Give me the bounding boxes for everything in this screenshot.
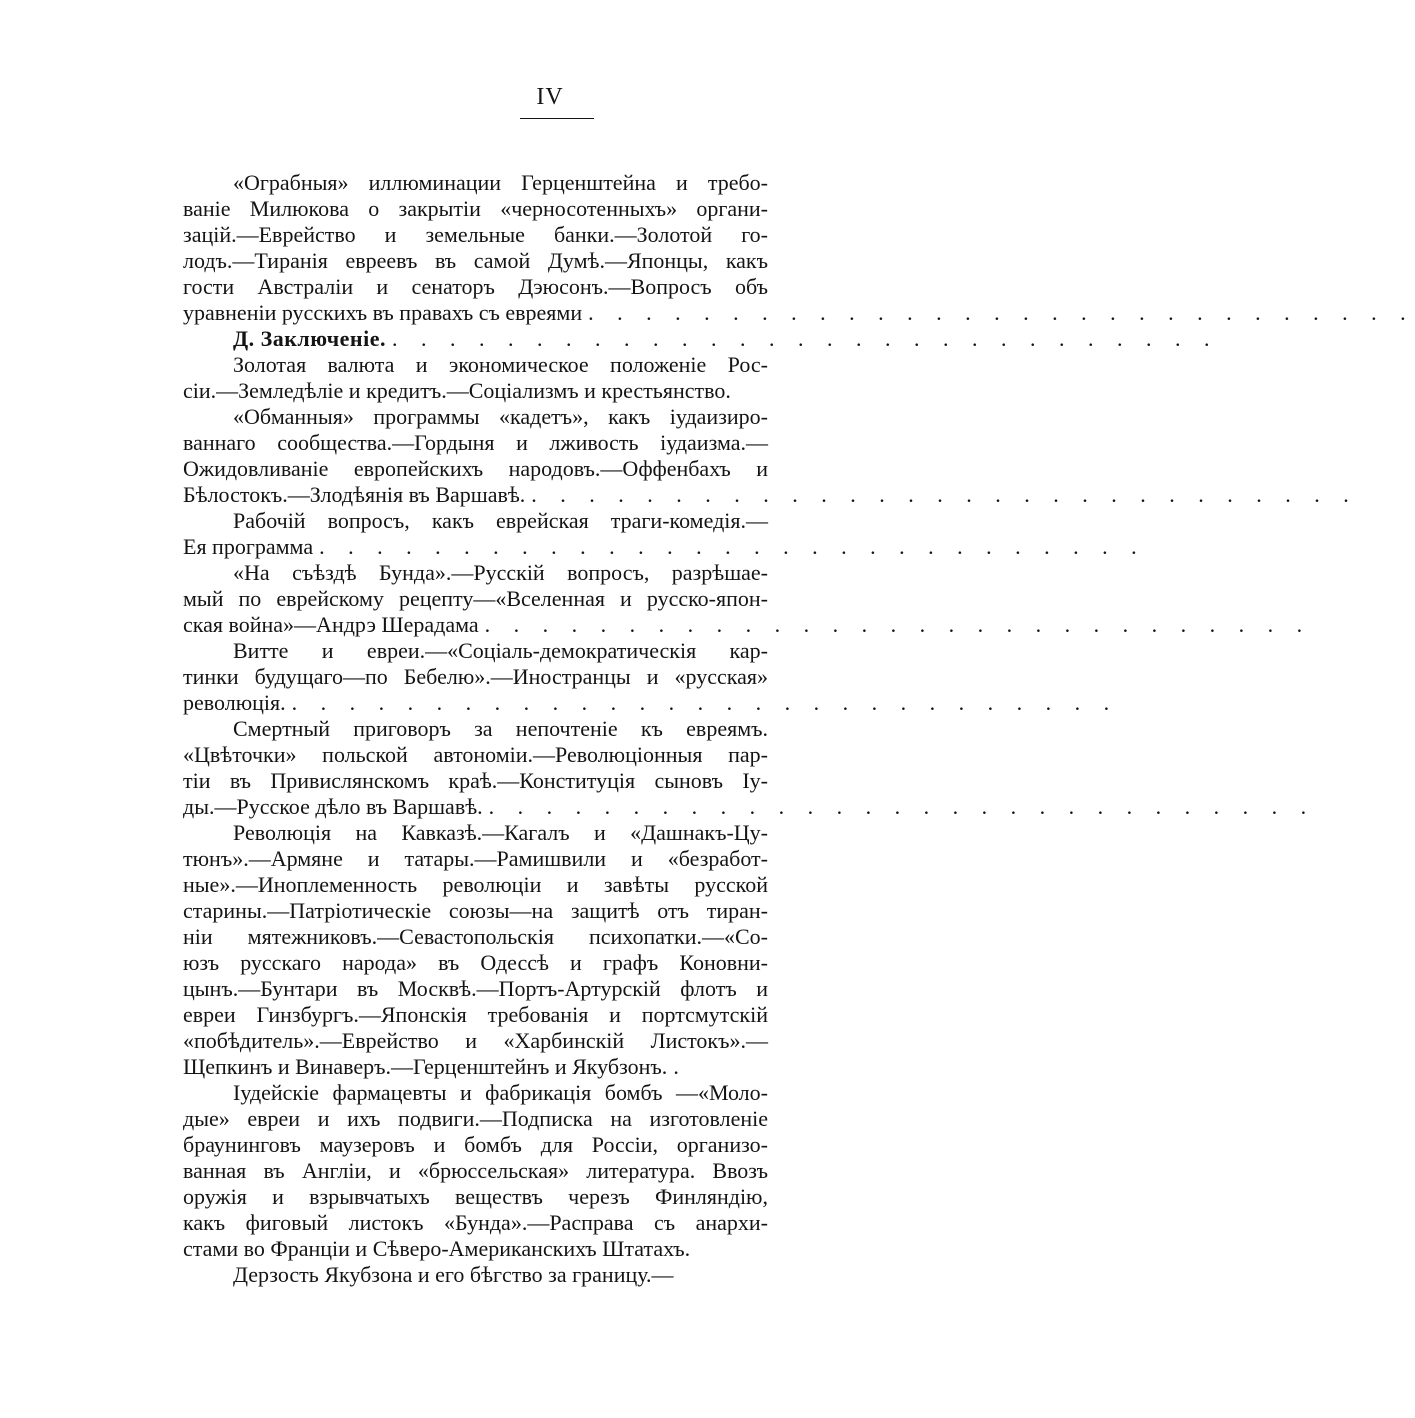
- text-line: [183, 820, 768, 846]
- text-line: [183, 326, 1219, 352]
- line-text: ванная въ Англіи, и «брюссельская» литература. Ввозъ: [183, 1158, 768, 1183]
- toc-entry: [183, 716, 1316, 820]
- line-text: евреи Гинзбургъ.—Японскія требованія и портсмутскій: [183, 1002, 768, 1027]
- line-text: ская война»—Андрэ Шерадама: [183, 612, 479, 637]
- line-text: Іудейскіе фармацевты и фабрикація бомбъ —«Моло-: [233, 1080, 768, 1105]
- line-text: «Обманныя» программы «кадетъ», какъ іудаизиро-: [233, 404, 768, 429]
- dot-leader: . . . . . . . . . . . . . . . . . . . . . . . . . . . . .: [588, 300, 1415, 325]
- dot-leader: . . . . . . . . . . . . . . . . . . . . . . . . . . . . .: [531, 482, 1358, 507]
- line-text: Витте и евреи.—«Соціаль-демократическія кар-: [233, 638, 768, 663]
- line-text: Ея программа: [183, 534, 314, 559]
- line-text: старины.—Патріотическіе союзы—на защитѣ отъ тиран-: [183, 898, 768, 923]
- toc-entry: [183, 638, 1119, 716]
- line-text: Бѣлостокъ.—Злодѣянія въ Варшавѣ.: [183, 482, 526, 507]
- line-text: «Цвѣточки» польской автономіи.—Революціонныя пар-: [183, 742, 768, 767]
- line-text: «побѣдитель».—Еврейство и «Харбинскій Листокъ».—: [183, 1028, 768, 1053]
- dot-leader: . . . . . . . . . . . . . . . . . . . . . . . . . . . . .: [488, 794, 1316, 819]
- line-text: ды.—Русское дѣло въ Варшавѣ.: [183, 794, 483, 819]
- text-line: [183, 586, 768, 612]
- text-line: [183, 976, 768, 1002]
- line-text: цынъ.—Бунтари въ Москвѣ.—Портъ-Артурскій флотъ и: [183, 976, 768, 1001]
- line-text: тіи въ Привислянскомъ краѣ.—Конституція сыновъ Іу-: [183, 768, 768, 793]
- text-line: [183, 846, 768, 872]
- text-line: [183, 1262, 768, 1288]
- text-line: [183, 560, 768, 586]
- line-text: революція.: [183, 690, 286, 715]
- text-line: [183, 482, 1358, 508]
- toc-entry: [183, 1262, 768, 1288]
- line-text: Дерзость Якубзона и его бѣгство за границу.—: [233, 1262, 674, 1287]
- dot-leader: . . . . . . . . . . . . . . . . . . . . . . . . . . . . .: [484, 612, 1312, 637]
- text-line: [183, 1184, 768, 1210]
- text-line: [183, 170, 768, 196]
- text-line: [183, 1002, 768, 1028]
- line-text: сіи.—Земледѣліе и кредитъ.—Соціализмъ и крестьянство.: [183, 378, 731, 403]
- line-text: уравненіи русскихъ въ правахъ съ евреями: [183, 300, 583, 325]
- text-line: [183, 664, 768, 690]
- text-line: [183, 1106, 768, 1132]
- line-text: Ожидовливаніе европейскихъ народовъ.—Оффенбахъ и: [183, 456, 768, 481]
- text-line: [183, 430, 768, 456]
- text-line: [183, 690, 1119, 716]
- text-line: [183, 768, 768, 794]
- line-text: дые» евреи и ихъ подвиги.—Подписка на изготовленіе: [183, 1106, 768, 1131]
- line-text: мый по еврейскому рецепту—«Вселенная и русско-япон-: [183, 586, 768, 611]
- toc-entry: [183, 352, 768, 404]
- line-text: ные».—Иноплеменность революціи и завѣты русской: [183, 872, 768, 897]
- dot-leader: . . . . . . . . . . . . . . . . . . . . . . . . . . . . .: [391, 326, 1219, 351]
- line-text: гости Австраліи и сенаторъ Дэюсонъ.—Вопросъ объ: [183, 274, 768, 299]
- line-text: тюнъ».—Армяне и татары.—Рамишвили и «безработ-: [183, 846, 768, 871]
- text-line: [183, 950, 768, 976]
- text-line: [183, 898, 768, 924]
- text-line: [183, 1054, 768, 1080]
- line-text: Золотая валюта и экономическое положеніе Рос-: [233, 352, 768, 377]
- text-line: [183, 456, 768, 482]
- line-text: юзъ русскаго народа» въ Одессѣ и графъ Коновни-: [183, 950, 768, 975]
- text-line: [183, 1080, 768, 1106]
- text-line: [183, 352, 768, 378]
- toc-entry: [183, 404, 1358, 508]
- text-line: [183, 534, 1146, 560]
- table-of-contents: [183, 170, 1415, 1288]
- text-line: [183, 872, 768, 898]
- line-text: зацій.—Еврейство и земельные банки.—Золотой го-: [183, 222, 768, 247]
- text-line: [183, 1210, 768, 1236]
- text-line: [183, 300, 1415, 326]
- text-line: [183, 1028, 768, 1054]
- text-line: [183, 794, 1316, 820]
- line-text: Смертный приговоръ за непочтеніе къ евреямъ.: [233, 716, 768, 741]
- line-text: ваніе Милюкова о закрытіи «черносотенныхъ» органи-: [183, 196, 768, 221]
- text-line: [183, 924, 768, 950]
- text-line: [183, 742, 768, 768]
- line-text: оружія и взрывчатыхъ веществъ черезъ Финляндію,: [183, 1184, 768, 1209]
- heading-text: Д. Заключеніе.: [233, 326, 386, 351]
- line-text: ніи мятежниковъ.—Севастопольскія психопатки.—«Со-: [183, 924, 768, 949]
- line-text: «Ограбныя» иллюминации Герценштейна и требо-: [233, 170, 768, 195]
- line-text: тинки будущаго—по Бебелю».—Иностранцы и «русская»: [183, 664, 768, 689]
- text-line: [183, 1132, 768, 1158]
- line-text: лодъ.—Тиранія евреевъ въ самой Думѣ.—Японцы, какъ: [183, 248, 768, 273]
- toc-entry: [183, 820, 768, 1080]
- toc-entry: [183, 1080, 768, 1262]
- line-text: стами во Франціи и Сѣверо-Американскихъ Штатахъ.: [183, 1236, 691, 1261]
- toc-entry: [183, 508, 1146, 560]
- line-text: Революція на Кавказѣ.—Кагалъ и «Дашнакъ-Цу-: [233, 820, 768, 845]
- text-line: [183, 222, 768, 248]
- text-line: [183, 196, 768, 222]
- toc-entry: [183, 170, 1415, 326]
- line-text: Щепкинъ и Винаверъ.—Герценштейнъ и Якубзонъ.: [183, 1054, 668, 1079]
- text-line: [183, 1236, 768, 1262]
- text-line: [183, 716, 768, 742]
- section-heading: [183, 326, 1219, 352]
- text-line: [183, 378, 768, 404]
- text-line: [183, 248, 768, 274]
- dot-leader: .: [673, 1054, 688, 1079]
- line-text: ваннаго сообщества.—Гордыня и лживость іудаизма.—: [183, 430, 768, 455]
- dot-leader: . . . . . . . . . . . . . . . . . . . . . . . . . . . . .: [319, 534, 1146, 559]
- text-line: [183, 274, 768, 300]
- toc-entry: [183, 560, 1312, 638]
- page-number-rule: [520, 118, 594, 119]
- dot-leader: . . . . . . . . . . . . . . . . . . . . . . . . . . . . .: [291, 690, 1119, 715]
- text-line: [183, 638, 768, 664]
- text-line: [183, 404, 768, 430]
- text-line: [183, 612, 1312, 638]
- line-text: какъ фиговый листокъ «Бунда».—Расправа съ анархи-: [183, 1210, 768, 1235]
- page-number: IV: [536, 84, 564, 110]
- line-text: «На съѣздѣ Бунда».—Русскій вопросъ, разрѣшае-: [233, 560, 768, 585]
- text-line: [183, 1158, 768, 1184]
- line-text: браунинговъ маузеровъ и бомбъ для Россіи, организо-: [183, 1132, 768, 1157]
- line-text: Рабочій вопросъ, какъ еврейская траги-комедія.—: [233, 508, 768, 533]
- text-line: [183, 508, 768, 534]
